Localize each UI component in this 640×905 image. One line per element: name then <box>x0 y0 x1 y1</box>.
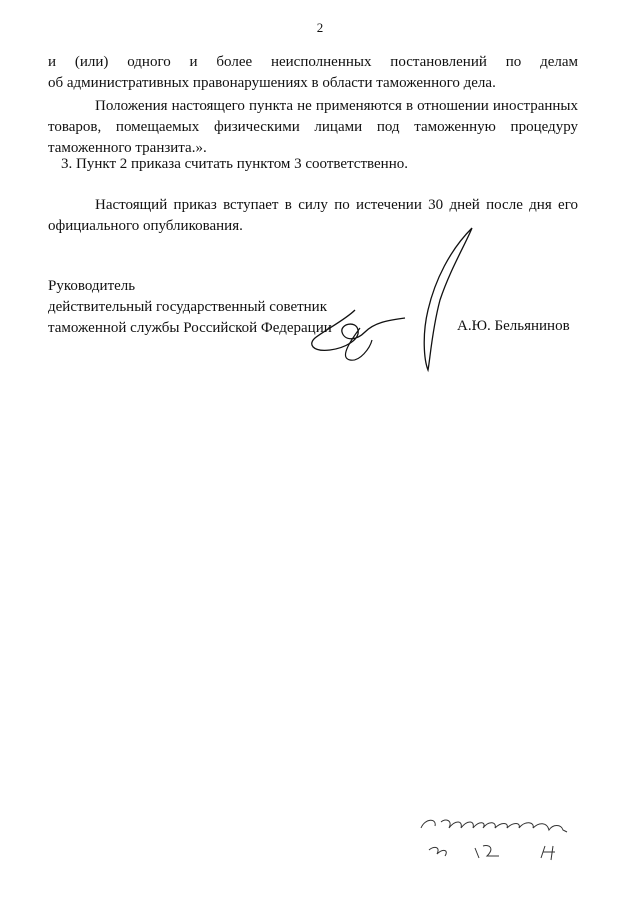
paragraph-2 <box>48 96 578 159</box>
signatory-service: таможенной службы Российской Федерации <box>48 320 332 336</box>
signatory-position: Руководитель <box>48 278 136 294</box>
signatory-rank: действительный государственный советник <box>48 299 328 315</box>
handwritten-signature <box>300 220 500 380</box>
handwritten-visa <box>415 810 585 870</box>
page-number: 2 <box>316 20 324 35</box>
paragraph-3-line-1: 3. Пункт 2 приказа считать пунктом 3 соответственно. <box>61 156 408 172</box>
paragraph-1-line-2: об административных правонарушениях в области таможенного дела. <box>48 75 496 91</box>
signatory-title <box>48 276 332 339</box>
paragraph-2-line-3: таможенного транзита.». <box>48 140 207 156</box>
paragraph-1-line-1: и (или) одного и более неисполненных постановлений по делам <box>48 54 578 70</box>
paragraph-3 <box>48 154 578 175</box>
paragraph-2-line-1: Положения настоящего пункта не применяются в отношении иностранных <box>95 98 578 114</box>
paragraph-4-line-2: официального опубликования. <box>48 218 243 234</box>
paragraph-1 <box>48 52 578 94</box>
paragraph-2-line-2: товаров, помещаемых физическими лицами под таможенную процедуру <box>48 119 578 135</box>
paragraph-4-line-1: Настоящий приказ вступает в силу по истечении 30 дней после дня его <box>95 197 578 213</box>
signatory-name: А.Ю. Бельянинов <box>457 318 570 334</box>
